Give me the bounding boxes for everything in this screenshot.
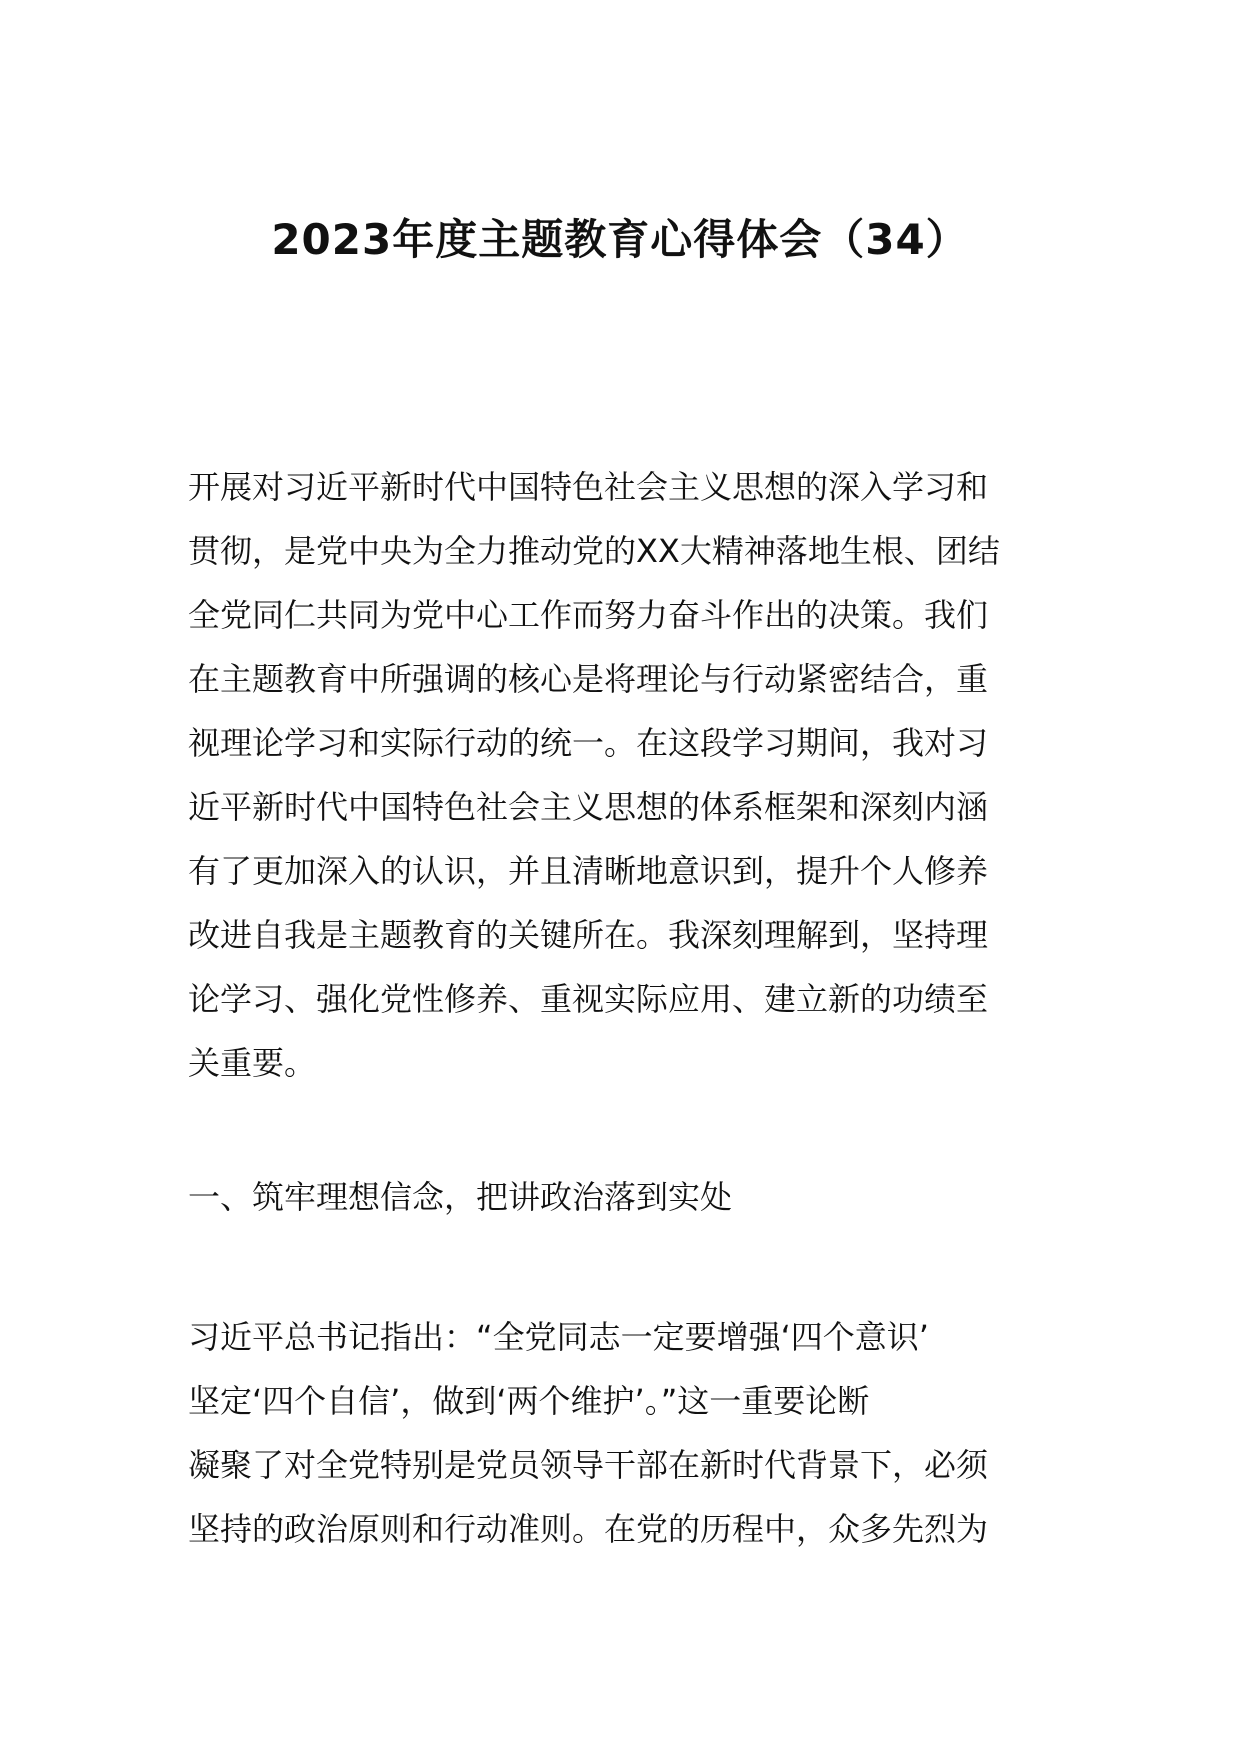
paragraph-line: 有了更加深入的认识，并且清晰地意识到，提升个人修养	[188, 852, 989, 890]
paragraph-line: 坚持的政治原则和行动准则。在党的历程中，众多先烈为	[188, 1510, 989, 1548]
paragraph-line: 改进自我是主题教育的关键所在。我深刻理解到，坚持理	[188, 916, 989, 954]
paragraph-line: 习近平总书记指出：“全党同志一定要增强‘四个意识’	[188, 1318, 929, 1356]
paragraph-line: 在主题教育中所强调的核心是将理论与行动紧密结合，重	[188, 660, 989, 698]
paragraph-line: 贯彻，是党中央为全力推动党的XX大精神落地生根、团结	[188, 532, 1000, 570]
paragraph-line: 开展对习近平新时代中国特色社会主义思想的深入学习和	[188, 468, 989, 506]
paragraph-line: 近平新时代中国特色社会主义思想的体系框架和深刻内涵	[188, 788, 989, 826]
section-heading-text: 一、筑牢理想信念，把讲政治落到实处	[188, 1178, 733, 1216]
paragraph-line: 坚定‘四个自信’，做到‘两个维护’。”这一重要论断	[188, 1382, 870, 1420]
paragraph-line: 关重要。	[188, 1044, 317, 1082]
paragraph-line: 论学习、强化党性修养、重视实际应用、建立新的功绩至	[188, 980, 989, 1018]
section-heading	[188, 1165, 1058, 1229]
paragraph-line: 视理论学习和实际行动的统一。在这段学习期间，我对习	[188, 724, 989, 762]
paragraph-line: 全党同仁共同为党中心工作而努力奋斗作出的决策。我们	[188, 596, 989, 634]
paragraph-line: 凝聚了对全党特别是党员领导干部在新时代背景下，必须	[188, 1446, 989, 1484]
body-paragraph	[188, 1305, 1058, 1561]
intro-paragraph	[188, 455, 1058, 1095]
document-title: 2023年度主题教育心得体会（34）	[271, 215, 969, 264]
